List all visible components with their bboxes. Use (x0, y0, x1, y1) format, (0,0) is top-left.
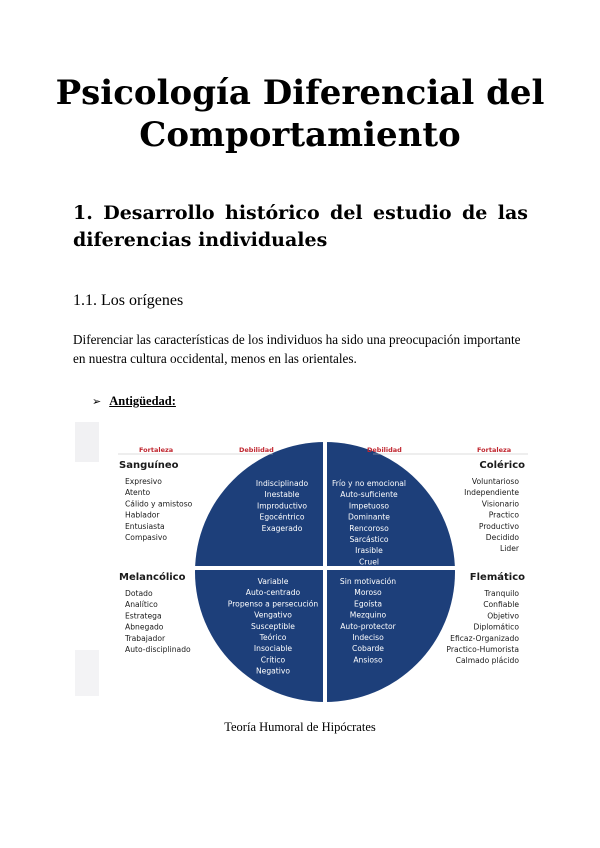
colerico-strength: Practico (488, 510, 519, 520)
melancolico-weakness: Vengativo (254, 610, 292, 620)
label-fortaleza-left: Fortaleza (139, 446, 174, 454)
melancolico-weakness: Crítico (260, 655, 286, 665)
sanguineo-strength: Hablador (125, 510, 160, 520)
sanguineo-weakness: Improductivo (256, 501, 308, 511)
temperament-melancolico: Melancólico (119, 572, 186, 583)
intro-paragraph: Diferenciar las características de los individuos ha sido una preocupación importante en nuestra cultura occidental, menos en las orientales. (73, 332, 521, 366)
sanguineo-weakness: Exagerado (261, 523, 303, 533)
section-heading: 1. Desarrollo histórico del estudio de las diferencias individuales (73, 202, 528, 251)
flematico-weakness: Auto-protector (340, 621, 396, 631)
colerico-weakness: Sarcástico (349, 535, 389, 544)
subsection-heading: 1.1. Los orígenes (73, 292, 184, 309)
flematico-strength: Diplomático (473, 622, 519, 632)
colerico-strength: Visionario (481, 499, 519, 509)
flematico-strength: Practico-Humorista (446, 645, 519, 654)
flematico-weakness: Sin motivación (339, 577, 397, 586)
flematico-weakness: Egoísta (354, 599, 382, 609)
sanguineo-strength: Cálido y amistoso (125, 499, 193, 509)
melancolico-strength: Trabajador (125, 633, 166, 643)
melancolico-strength: Dotado (125, 589, 153, 598)
temperaments-figure (73, 420, 533, 702)
colerico-weakness: Irasible (355, 546, 383, 556)
scan-smudge (75, 422, 99, 462)
flematico-weakness: Cobarde (352, 644, 384, 654)
title-line-2: Comportamiento (139, 115, 461, 155)
scan-smudge (75, 650, 99, 696)
sanguineo-strength: Entusiasta (125, 521, 165, 531)
melancolico-strength: Estratega (125, 611, 162, 621)
colerico-strength: Lider (500, 544, 519, 554)
bullet-item (92, 394, 176, 409)
colerico-weakness: Rencoroso (349, 523, 389, 533)
flematico-weakness: Ansioso (353, 655, 383, 665)
sanguineo-weakness: Egocéntrico (259, 512, 305, 522)
colerico-strength: Productivo (478, 521, 519, 531)
melancolico-weakness: Negativo (255, 666, 291, 676)
flematico-strength: Confiable (483, 600, 519, 610)
bullet-label: Antigüedad: (109, 394, 176, 408)
melancolico-weakness: Susceptible (251, 621, 295, 631)
document-title (40, 72, 560, 156)
colerico-strength: Independiente (464, 488, 519, 498)
melancolico-weakness: Variable (257, 577, 289, 586)
flematico-weakness: Indeciso (352, 633, 384, 642)
temperaments-diagram (73, 420, 533, 702)
figure-caption: Teoría Humoral de Hipócrates (224, 720, 376, 734)
temperament-colerico: Colérico (479, 460, 525, 471)
colerico-strength: Voluntarioso (471, 477, 519, 486)
colerico-strength: Decidido (485, 533, 519, 542)
sanguineo-strength: Atento (125, 488, 151, 498)
melancolico-strength: Auto-disciplinado (125, 645, 191, 654)
colerico-weakness: Cruel (358, 557, 380, 567)
label-fortaleza-right: Fortaleza (477, 446, 512, 454)
melancolico-weakness: Teórico (259, 633, 287, 642)
melancolico-weakness: Propenso a persecución (227, 599, 319, 609)
flematico-strength: Objetivo (487, 611, 519, 621)
colerico-weakness: Frío y no emocional (331, 479, 407, 488)
sanguineo-strength: Expresivo (125, 477, 162, 486)
arrow-bullet-icon: ➢ (92, 395, 102, 408)
colerico-weakness: Dominante (348, 512, 390, 522)
flematico-weakness: Mezquino (349, 610, 387, 620)
colerico-weakness: Auto-suficiente (340, 490, 398, 500)
melancolico-weakness: Insociable (253, 644, 293, 654)
title-line-1: Psicología Diferencial del (55, 73, 545, 113)
melancolico-strength: Analítico (125, 600, 158, 610)
sanguineo-strength: Compasivo (125, 533, 168, 542)
melancolico-strength: Abnegado (125, 622, 164, 632)
flematico-strength: Eficaz-Organizado (450, 633, 519, 643)
flematico-weakness: Moroso (354, 588, 382, 598)
label-debilidad-left: Debilidad (239, 446, 274, 454)
temperament-flematico: Flemático (469, 572, 525, 583)
temperament-sanguineo: Sanguíneo (119, 460, 179, 471)
label-debilidad-right: Debilidad (367, 446, 402, 454)
sanguineo-weakness: Indisciplinado (255, 479, 309, 488)
flematico-strength: Tranquilo (484, 589, 519, 598)
melancolico-weakness: Auto-centrado (245, 588, 301, 598)
sanguineo-weakness: Inestable (264, 490, 300, 500)
colerico-weakness: Impetuoso (348, 501, 390, 511)
flematico-strength: Calmado plácido (455, 656, 519, 666)
